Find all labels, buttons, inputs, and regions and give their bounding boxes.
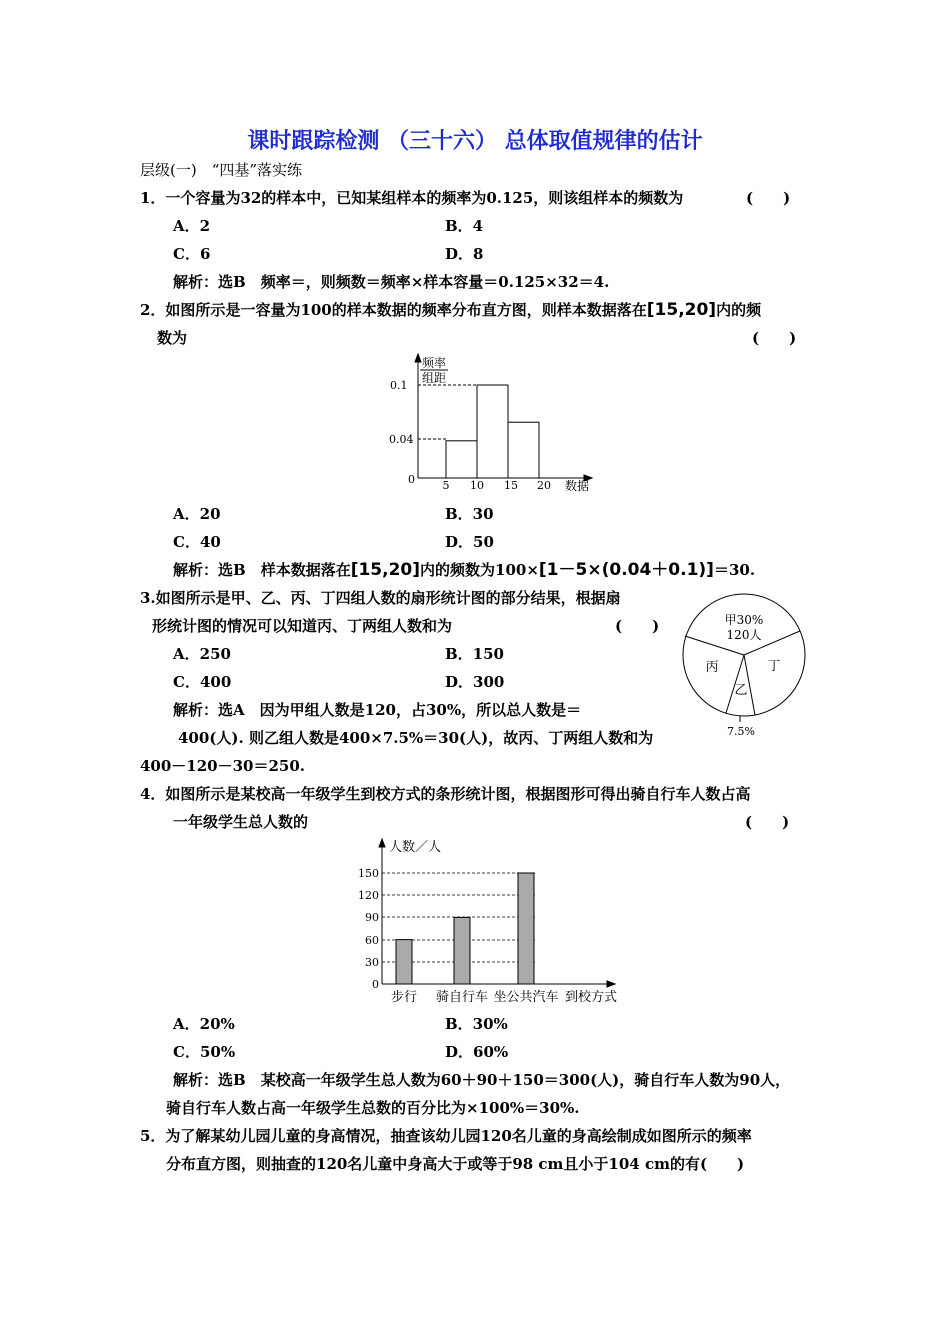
q5-answer-paren: ( ): [699, 1155, 745, 1173]
q1-answer-paren: ( ): [746, 189, 791, 207]
q2-solution-label: 解析：: [173, 561, 219, 579]
bar-chart: [355, 834, 625, 1009]
hist-x-tick-10: 10: [470, 479, 484, 492]
q4-stem-line2: 一年级学生总人数的: [173, 813, 309, 831]
hist-x-tick-5: 5: [442, 479, 450, 492]
pie-label-yi-pct: 7.5%: [727, 725, 755, 738]
frequency-histogram: [380, 352, 610, 497]
bar-y-tick-0: 0: [372, 978, 379, 991]
hist-y-label-top: 频率: [422, 356, 447, 370]
pie-label-jia-count: 120人: [726, 628, 762, 642]
q2-solution-a: 选B 样本数据落在: [218, 561, 351, 579]
page-title: 课时跟踪检测 （三十六） 总体取值规律的估计: [247, 129, 703, 154]
pie-label-ding: 丁: [767, 659, 781, 674]
q2-stem-line1: [140, 300, 761, 320]
q5-stem-line2: [166, 1154, 744, 1174]
hist-bar-5-10: [446, 441, 477, 478]
hist-y-tick-0.1: 0.1: [390, 379, 408, 392]
q2-stem-a: 2．如图所示是一容量为100的样本数据的频率分布直方图，则样本数据落在: [140, 301, 647, 319]
q2-solution-b: 内的频数为100×: [420, 561, 539, 579]
q1-solution-label: 解析：: [173, 273, 219, 291]
q5-stem-b: 分布直方图，则抽查的120名儿童中身高大于或等于98 cm且小于104 cm的有: [166, 1155, 700, 1173]
q3-option-a: A．250: [173, 645, 231, 663]
q4-solution-a: 选B 某校高一年级学生总人数为60＋90＋150＝300(人)，骑自行车人数为90人，: [218, 1071, 791, 1089]
q2-solution-expr: [1－5×(0.04＋0.1)]: [538, 560, 714, 580]
q2-stem-line2: 数为: [157, 329, 188, 347]
bar-y-tick-120: 120: [358, 889, 379, 902]
q3-solution-line1: [173, 700, 581, 720]
q3-stem-line2: 形统计图的情况可以知道丙、丁两组人数和为: [152, 617, 453, 635]
q2-stem-b: 内的频: [716, 301, 762, 319]
pie-label-jia-pct: 甲30%: [724, 613, 764, 627]
q2-option-c: C．40: [173, 533, 221, 551]
bar-y-tick-150: 150: [358, 867, 379, 880]
hist-bar-15-20: [508, 422, 539, 478]
q4-stem-line1: 4．如图所示是某校高一年级学生到校方式的条形统计图，根据图形可得出骑自行车人数占高: [140, 785, 751, 803]
q3-solution-a: 选A 因为甲组人数是120，占30%，所以总人数是＝: [218, 701, 582, 719]
q2-option-b: B．30: [445, 505, 494, 523]
q2-interval: [15,20]: [646, 300, 717, 320]
q1-solution-text: 选B 频率＝，则频数＝频率×样本容量＝0.125×32＝4.: [218, 273, 610, 291]
bar-walk: [396, 940, 412, 984]
q1-option-a: A．2: [173, 217, 211, 235]
pie-label-yi: 乙: [734, 683, 748, 698]
hist-x-label: 数据: [565, 479, 590, 493]
bar-x-axis-arrow: [607, 981, 615, 987]
hist-bar-10-15: [477, 385, 508, 478]
q3-solution-line3: 400－120－30＝250.: [140, 757, 306, 775]
q4-solution-line2: 骑自行车人数占高一年级学生总数的百分比为×100%＝30%.: [166, 1099, 580, 1117]
q4-option-c: C．50%: [173, 1043, 236, 1061]
q2-option-d: D．50: [445, 533, 494, 551]
q3-solution-line2: 400(人). 则乙组人数是400×7.5%＝30(人)，故丙、丁两组人数和为: [178, 729, 654, 747]
q2-option-a: A．20: [173, 505, 221, 523]
bar-category-bus: 坐公共汽车: [493, 990, 559, 1005]
bar-y-label: 人数／人: [389, 840, 442, 855]
bar-x-label: 到校方式: [564, 990, 618, 1005]
bar-y-tick-60: 60: [365, 934, 379, 947]
q5-stem-line1: 5．为了解某幼儿园儿童的身高情况，抽查该幼儿园120名儿童的身高绘制成如图所示的频率: [140, 1127, 752, 1145]
q3-option-b: B．150: [445, 645, 504, 663]
q1-solution: [173, 272, 609, 292]
bar-category-bicycle: 骑自行车: [435, 990, 489, 1005]
hist-y-axis-arrow: [415, 354, 421, 362]
q4-answer-paren: ( ): [745, 813, 790, 831]
hist-x-tick-15: 15: [504, 479, 518, 492]
hist-y-label-bottom: 组距: [422, 371, 447, 385]
bar-bicycle: [454, 917, 470, 984]
q3-option-d: D．300: [445, 673, 505, 691]
q2-solution-c: ＝30.: [713, 561, 756, 579]
q3-stem-line1: 3.如图所示是甲、乙、丙、丁四组人数的扇形统计图的部分结果，根据扇: [140, 589, 621, 607]
hist-x-tick-20: 20: [537, 479, 551, 492]
bar-y-tick-30: 30: [365, 956, 379, 969]
q3-solution-label: 解析：: [173, 701, 219, 719]
q3-answer-paren: ( ): [615, 617, 660, 635]
bar-y-tick-90: 90: [365, 911, 379, 924]
pie-chart: [680, 594, 810, 744]
q1-option-b: B．4: [445, 217, 484, 235]
hist-y-tick-0.04: 0.04: [389, 433, 414, 446]
q1-option-c: C．6: [173, 245, 211, 263]
pie-label-bing: 丙: [705, 660, 719, 675]
section-heading: 层级(一) “四基”落实练: [140, 161, 303, 179]
q4-solution-line1: [173, 1070, 790, 1090]
bar-bus: [518, 873, 534, 984]
q1-option-d: D．8: [445, 245, 484, 263]
q4-option-b: B．30%: [445, 1015, 508, 1033]
bar-y-axis-arrow: [379, 839, 385, 847]
q2-answer-paren: ( ): [752, 329, 797, 347]
q3-option-c: C．400: [173, 673, 232, 691]
hist-origin: 0: [408, 473, 415, 486]
q4-option-a: A．20%: [173, 1015, 235, 1033]
q2-solution: [173, 560, 755, 580]
q1-stem: 1．一个容量为32的样本中，已知某组样本的频率为0.125，则该组样本的频数为: [140, 189, 684, 207]
bar-category-walk: 步行: [390, 990, 418, 1005]
q2-solution-interval: [15,20]: [350, 560, 421, 580]
q4-option-d: D．60%: [445, 1043, 509, 1061]
q4-solution-label: 解析：: [173, 1071, 219, 1089]
